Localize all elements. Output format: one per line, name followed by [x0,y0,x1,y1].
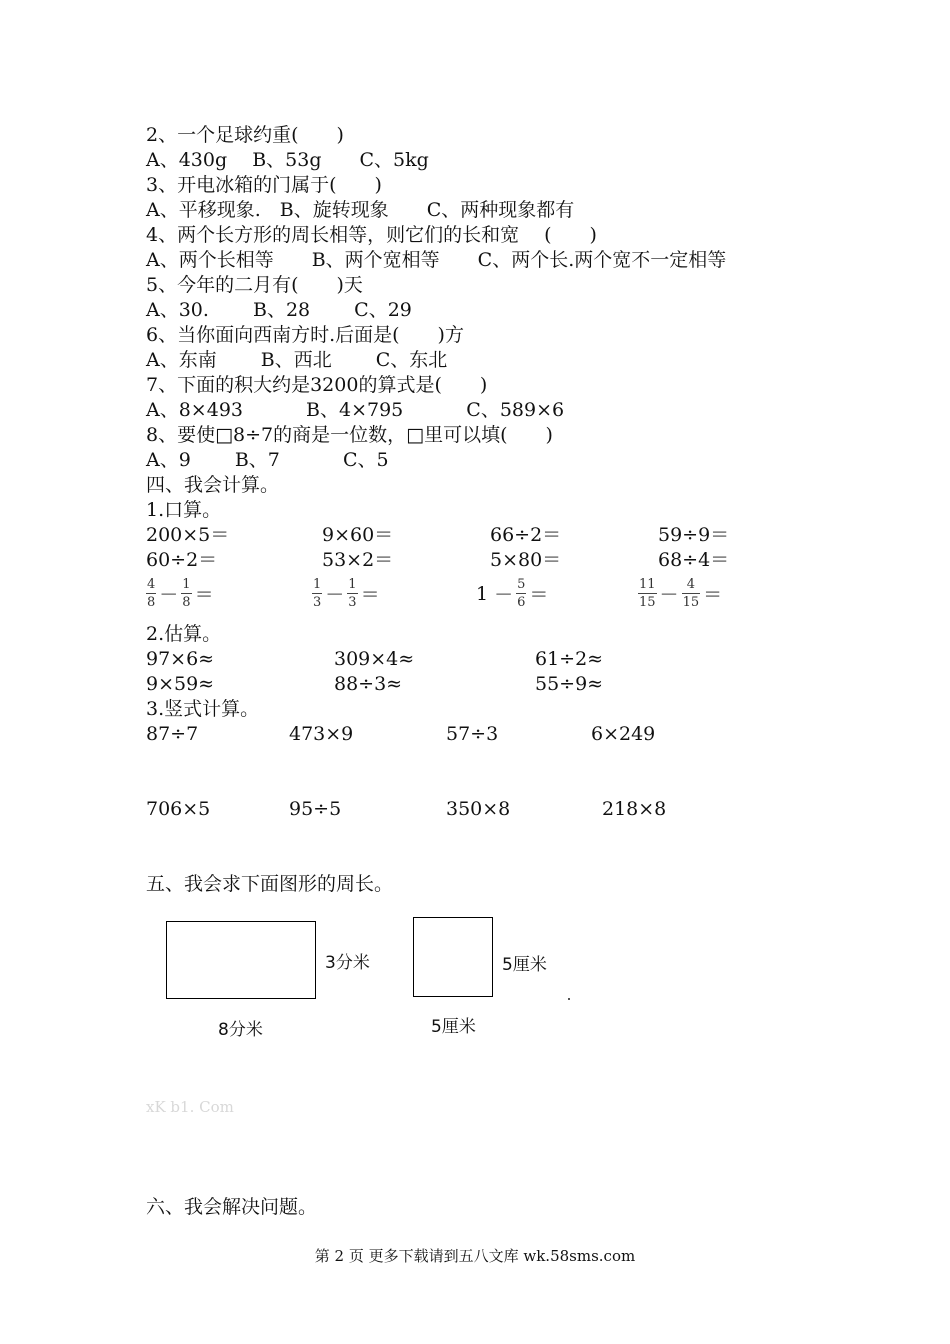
estimate-item: 97×6≈ [146,648,215,670]
fraction-expression: 1 － $\frac{5}{6}$ ＝ [476,577,549,610]
fraction: $\frac{4}{8}$ [147,577,156,610]
question-2-options: A、430g B、53g C、5kg [146,149,429,171]
question-6-options: A、东南 B、西北 C、东北 [146,349,448,371]
estimate-item: 309×4≈ [334,648,415,670]
vertical-calc-title: 3.竖式计算。 [146,698,260,720]
vertical-calc-item: 218×8 [602,798,667,820]
vertical-calc-item: 473×9 [289,723,354,745]
section-6-title: 六、我会解决问题。 [146,1196,318,1218]
oral-item: 68÷4＝ [658,549,730,571]
oral-calc-title: 1.口算。 [146,499,222,521]
vertical-calc-item: 87÷7 [146,723,199,745]
watermark: xK b1. Com [146,1098,234,1116]
oral-item: 66÷2＝ [490,524,562,546]
oral-item: 9×60＝ [322,524,394,546]
fraction: $\frac{1}{8}$ [182,577,191,610]
estimate-item: 61÷2≈ [535,648,604,670]
question-2: 2、一个足球约重( ) [146,124,344,146]
fraction: $\frac{11}{15}$ [639,577,656,610]
estimate-title: 2.估算。 [146,623,222,645]
oral-item: 60÷2＝ [146,549,218,571]
fraction: $\frac{1}{3}$ [313,577,322,610]
page-footer: 第 2 页 更多下载请到五八文库 wk.58sms.com [314,1247,636,1265]
fraction: $\frac{4}{15}$ [682,577,700,610]
question-5-options: A、30. B、28 C、29 [146,299,412,321]
fraction: $\frac{5}{6}$ [517,577,526,610]
question-4: 4、两个长方形的周长相等，则它们的长和宽 ( ) [146,224,597,246]
square-bottom-label: 5厘米 [431,1017,476,1037]
section-5-title: 五、我会求下面图形的周长。 [146,873,394,895]
rectangle-width-label: 8分米 [218,1020,263,1040]
question-8: 8、要使□8÷7的商是一位数，□里可以填( ) [146,424,553,446]
oral-item: 5×80＝ [490,549,562,571]
question-4-options: A、两个长相等 B、两个宽相等 C、两个长.两个宽不一定相等 [146,249,727,271]
vertical-calc-item: 57÷3 [446,723,499,745]
oral-item: 59÷9＝ [658,524,730,546]
question-6: 6、当你面向西南方时.后面是( )方 [146,324,464,346]
fraction: $\frac{1}{3}$ [348,577,357,610]
question-7-options: A、8×493 B、4×795 C、589×6 [146,399,565,421]
vertical-calc-item: 6×249 [591,723,656,745]
oral-item: 200×5＝ [146,524,230,546]
vertical-calc-item: 95÷5 [289,798,342,820]
vertical-calc-item: 706×5 [146,798,211,820]
vertical-calc-item: 350×8 [446,798,511,820]
stray-dot [568,998,570,1000]
question-3-options: A、平移现象. B、旋转现象 C、两种现象都有 [146,199,575,221]
estimate-item: 88÷3≈ [334,673,403,695]
rectangle-height-label: 3分米 [325,953,370,973]
oral-item: 53×2＝ [322,549,394,571]
fraction-expression: $\frac{1}{3}$ － $\frac{1}{3}$ ＝ [313,577,380,610]
question-3: 3、开电冰箱的门属于( ) [146,174,382,196]
section-4-title: 四、我会计算。 [146,474,280,496]
fraction-expression: $\frac{11}{15}$ － $\frac{4}{15}$ ＝ [639,577,723,610]
estimate-item: 55÷9≈ [535,673,604,695]
question-7: 7、下面的积大约是3200的算式是( ) [146,374,488,396]
square-figure [413,917,493,997]
estimate-item: 9×59≈ [146,673,215,695]
fraction-expression: $\frac{4}{8}$ － $\frac{1}{8}$ ＝ [147,577,214,610]
question-5: 5、今年的二月有( )天 [146,274,363,296]
rectangle-figure [166,921,316,999]
question-8-options: A、9 B、7 C、5 [146,449,389,471]
square-side-label: 5厘米 [502,955,547,975]
